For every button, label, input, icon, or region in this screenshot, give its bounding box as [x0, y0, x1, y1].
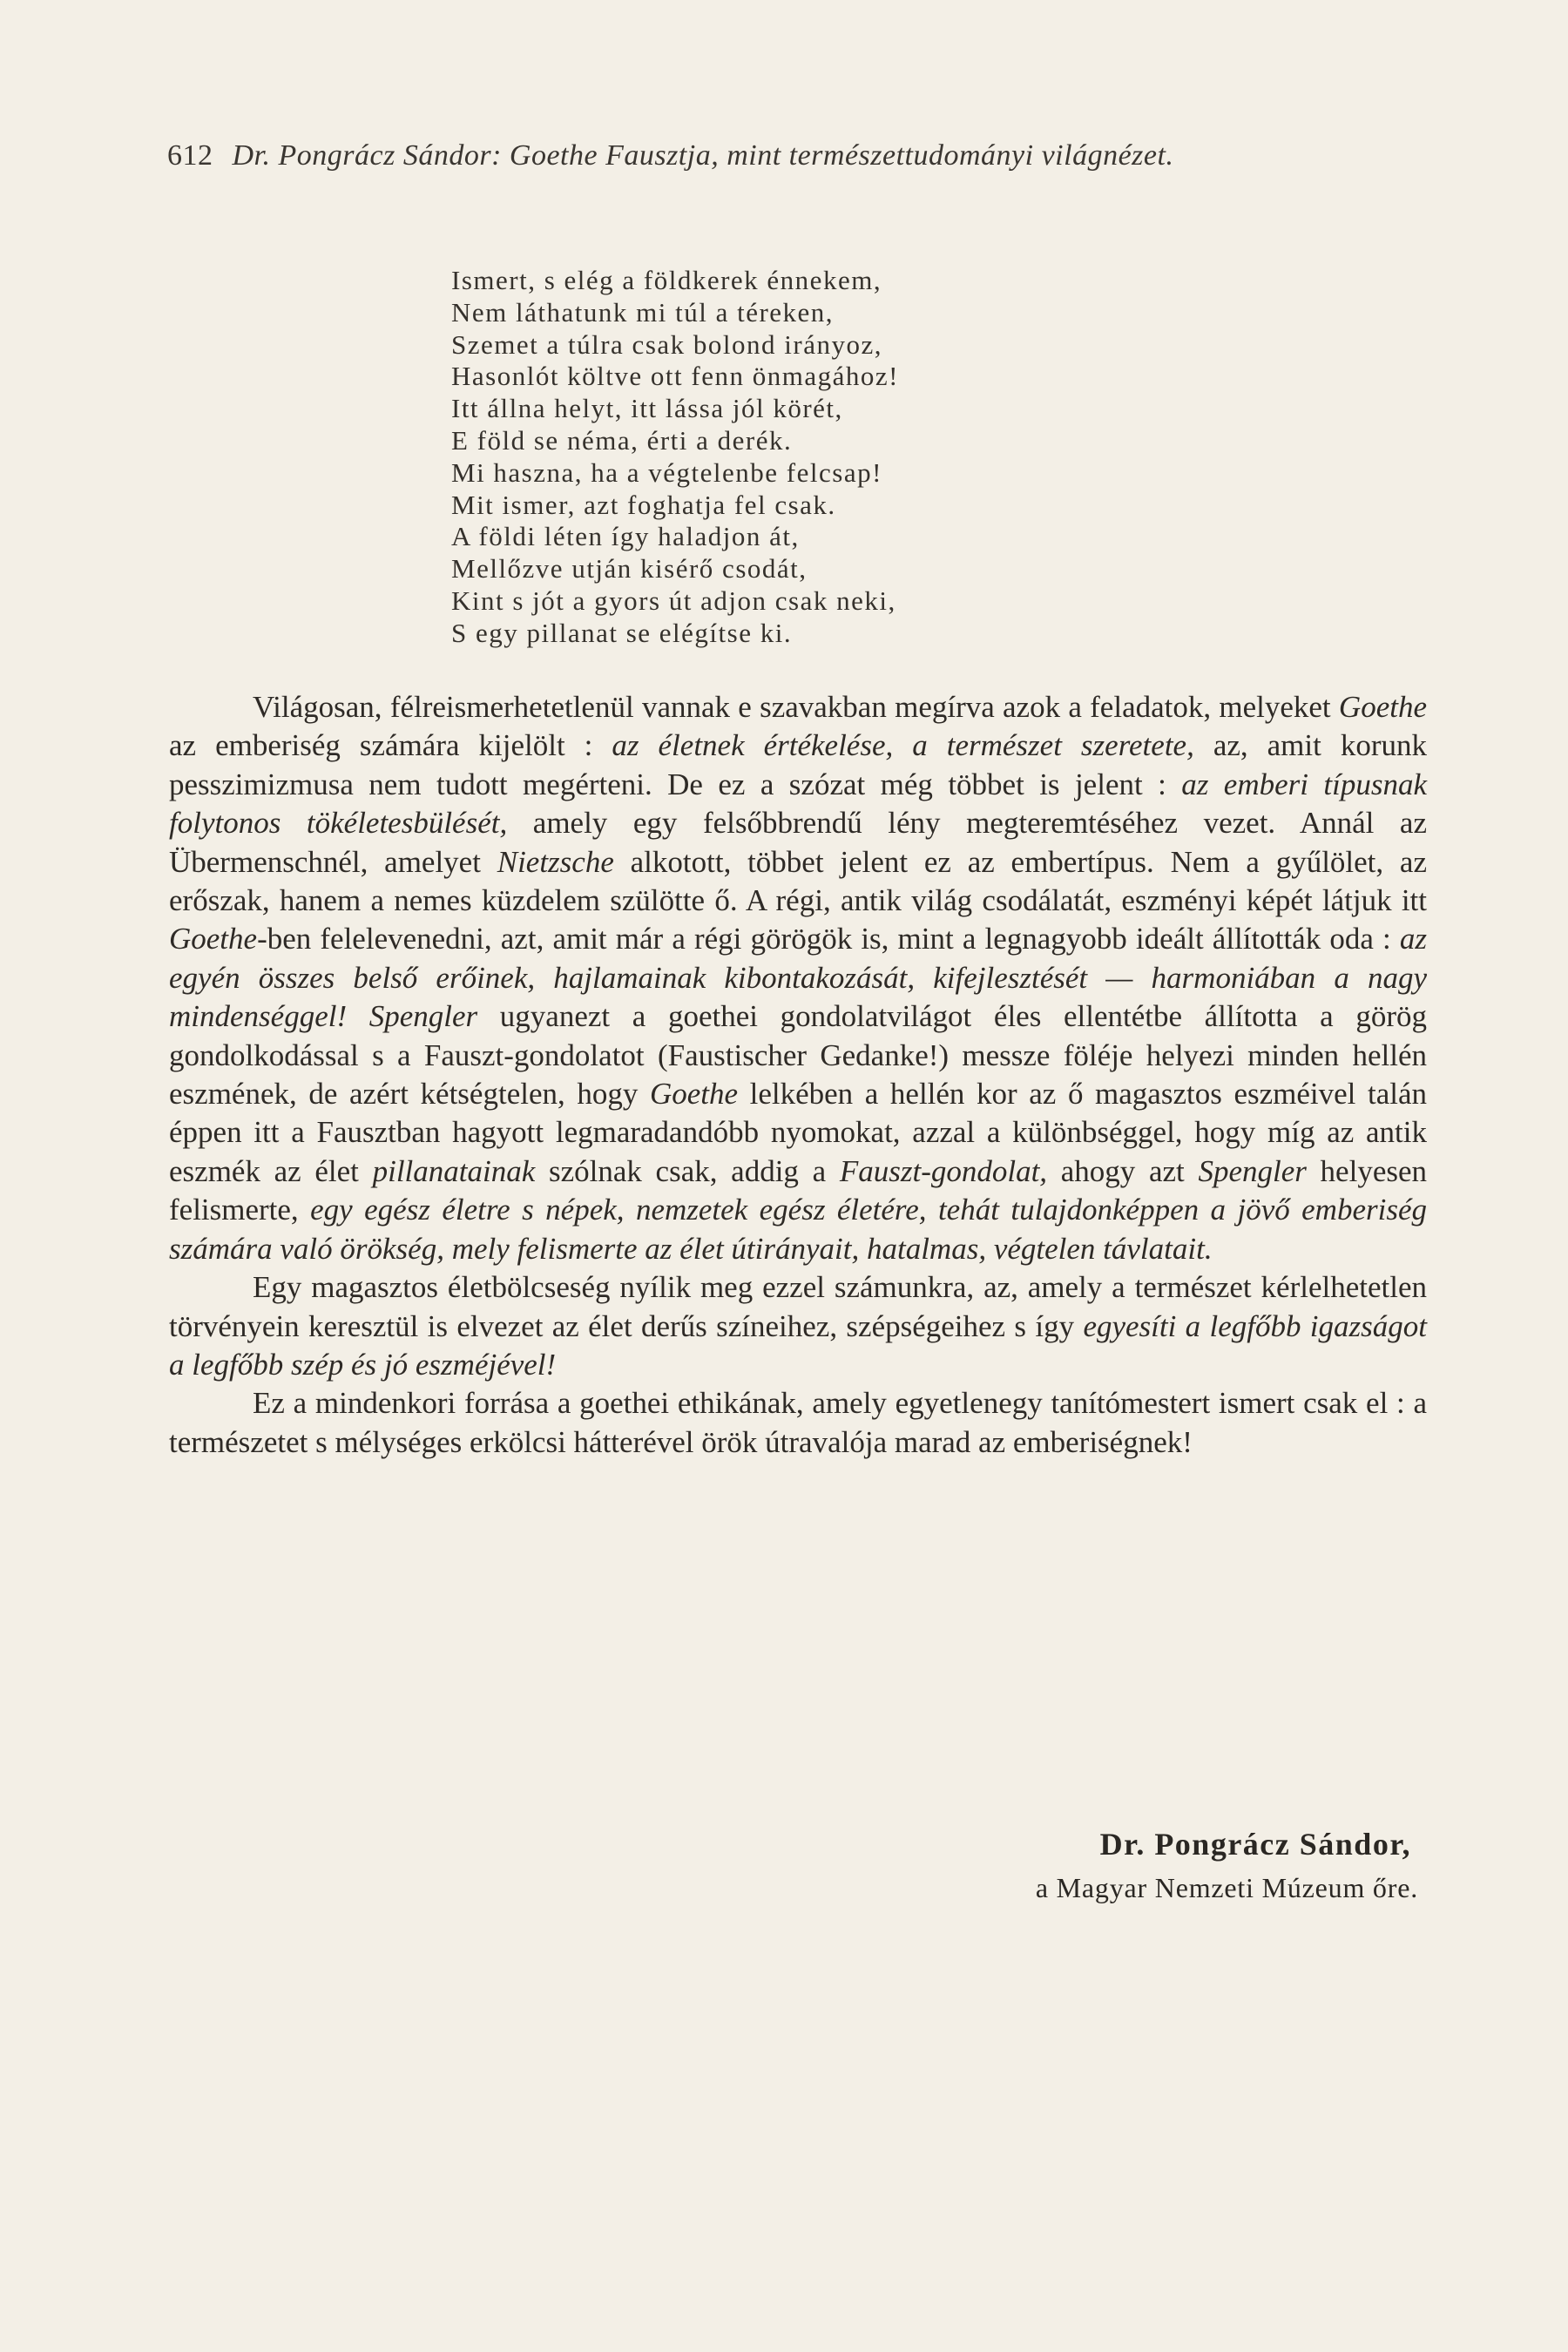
text-run: szólnak csak, addig a: [535, 1153, 840, 1188]
poem-line: Mi haszna, ha a végtelenbe felcsap!: [451, 456, 882, 488]
text-run: Világosan, félreismerhetetlenül vannak e szavakban megírva azok a feladatok, melyeket: [253, 690, 1339, 724]
emphasis-text: Goethe: [649, 1077, 739, 1112]
poem-line: A földi léten így haladjon át,: [451, 521, 800, 552]
poem-line: Nem láthatunk mi túl a téreken,: [451, 296, 835, 328]
emphasis-text: Spengler: [368, 999, 478, 1034]
emphasis-text: Goethe: [169, 922, 258, 956]
paragraph: [169, 1268, 1427, 1384]
poem-line: Hasonlót költve ott fenn önmagához!: [451, 361, 899, 392]
poem-line: Szemet a túlra csak bolond irányoz,: [451, 328, 882, 360]
text-run: Ez a mindenkori forrása a goethei ethikának, amely egyetlenegy tanítómestert ismert csak el : a természetet s mélységes erkölcsi hátterével örök útravalója marad az emberiségnek!: [169, 1386, 1427, 1459]
emphasis-text: Spengler: [1198, 1153, 1307, 1188]
body-text: [169, 688, 1427, 1462]
emphasis-text: az egyén összes belső erőinek, hajlamainak kibontakozását, kifejlesztését — harmoniában a nagy mindenséggel!: [169, 922, 1427, 1034]
emphasis-text: egy egész életre s népek, nemzetek egész életére, tehát tulajdonképpen a jövő emberiség számára való örökség, mely felismerte az élet útirányait, hatalmas, végtelen távlatait.: [169, 1193, 1427, 1266]
emphasis-text: Goethe: [1338, 690, 1427, 724]
running-header: [167, 139, 1430, 172]
poem-line: Mit ismer, azt foghatja fel csak.: [451, 489, 836, 520]
text-run: ahogy azt: [1047, 1153, 1199, 1188]
text-run: ugyanezt a goethei gondolatvilágot éles ellentétbe állította a görög gondolkodással s a Fauszt-gondolatot (Faustischer Gedanke!) messze föléje helyezi minden hellén eszmének, de azért kétségtelen, hogy: [169, 999, 1428, 1112]
poem-line: E föld se néma, érti a derék.: [451, 424, 793, 456]
emphasis-text: Fauszt-gondolat,: [839, 1153, 1048, 1188]
emphasis-text: Nietzsche: [497, 844, 614, 879]
poem-line: Itt állna helyt, itt lássa jól körét,: [451, 393, 843, 424]
text-run: lelkében a hellén kor az ő magasztos eszméivel talán éppen itt a Fausztban hagyott legmaradandóbb nyomokat, azzal a különbséggel, hogy míg az antik eszmék az élet: [169, 1077, 1427, 1188]
author-signature: Dr. Pongrácz Sándor,: [1099, 1827, 1411, 1862]
emphasis-text: az emberi típusnak folytonos tökéletesbülését,: [169, 767, 1427, 841]
emphasis-text: az életnek értékelése, a természet szeretete,: [612, 728, 1194, 763]
emphasis-text: egyesíti a legfőbb igazságot a legfőbb szép és jó eszméjével!: [169, 1308, 1427, 1382]
poem-line: Kint s jót a gyors út adjon csak neki,: [451, 585, 896, 616]
poem-line: S egy pillanat se elégítse ki.: [451, 617, 793, 648]
text-run: -ben felelevenedni, azt, amit már a régi görögök is, mint a legnagyobb ideált állították oda :: [257, 922, 1400, 956]
text-run: az emberiség számára kijelölt :: [169, 728, 612, 763]
running-title: Dr. Pongrácz Sándor: Goethe Fausztja, mint természettudományi világnézet.: [232, 139, 1174, 172]
emphasis-text: pillanatainak: [372, 1153, 536, 1188]
text-run: alkotott, többet jelent ez az embertípus. Nem a gyűlölet, az erőszak, hanem a nemes küzdelem szülötte ő. A régi, antik világ csodálatát, eszményi képét látjuk itt: [169, 844, 1427, 918]
poem-quote: [451, 265, 1322, 650]
paragraph: [169, 1384, 1427, 1462]
text-run: helyesen felismerte,: [169, 1153, 1428, 1227]
text-run: amely egy felsőbbrendű lény megteremtéséhez vezet. Annál az Übermenschnél, amelyet: [169, 806, 1427, 879]
author-role: a Magyar Nemzeti Múzeum őre.: [1035, 1872, 1418, 1903]
poem-line: Ismert, s elég a földkerek énnekem,: [451, 265, 882, 295]
poem-line: Mellőzve utján kisérő csodát,: [451, 553, 808, 585]
text-run: Egy magasztos életbölcseség nyílik meg ezzel számunkra, az, amely a természet kérlelhetetlen törvényein keresztül is elvezet az élet derűs színeihez, szépségeihez s így: [169, 1270, 1427, 1343]
page-number: 612: [167, 139, 213, 172]
text-run: [347, 999, 369, 1033]
text-run: az, amit korunk pesszimizmusa nem tudott megérteni. De ez a szózat még többet is jelent :: [169, 728, 1427, 801]
paragraph: [169, 688, 1427, 1268]
